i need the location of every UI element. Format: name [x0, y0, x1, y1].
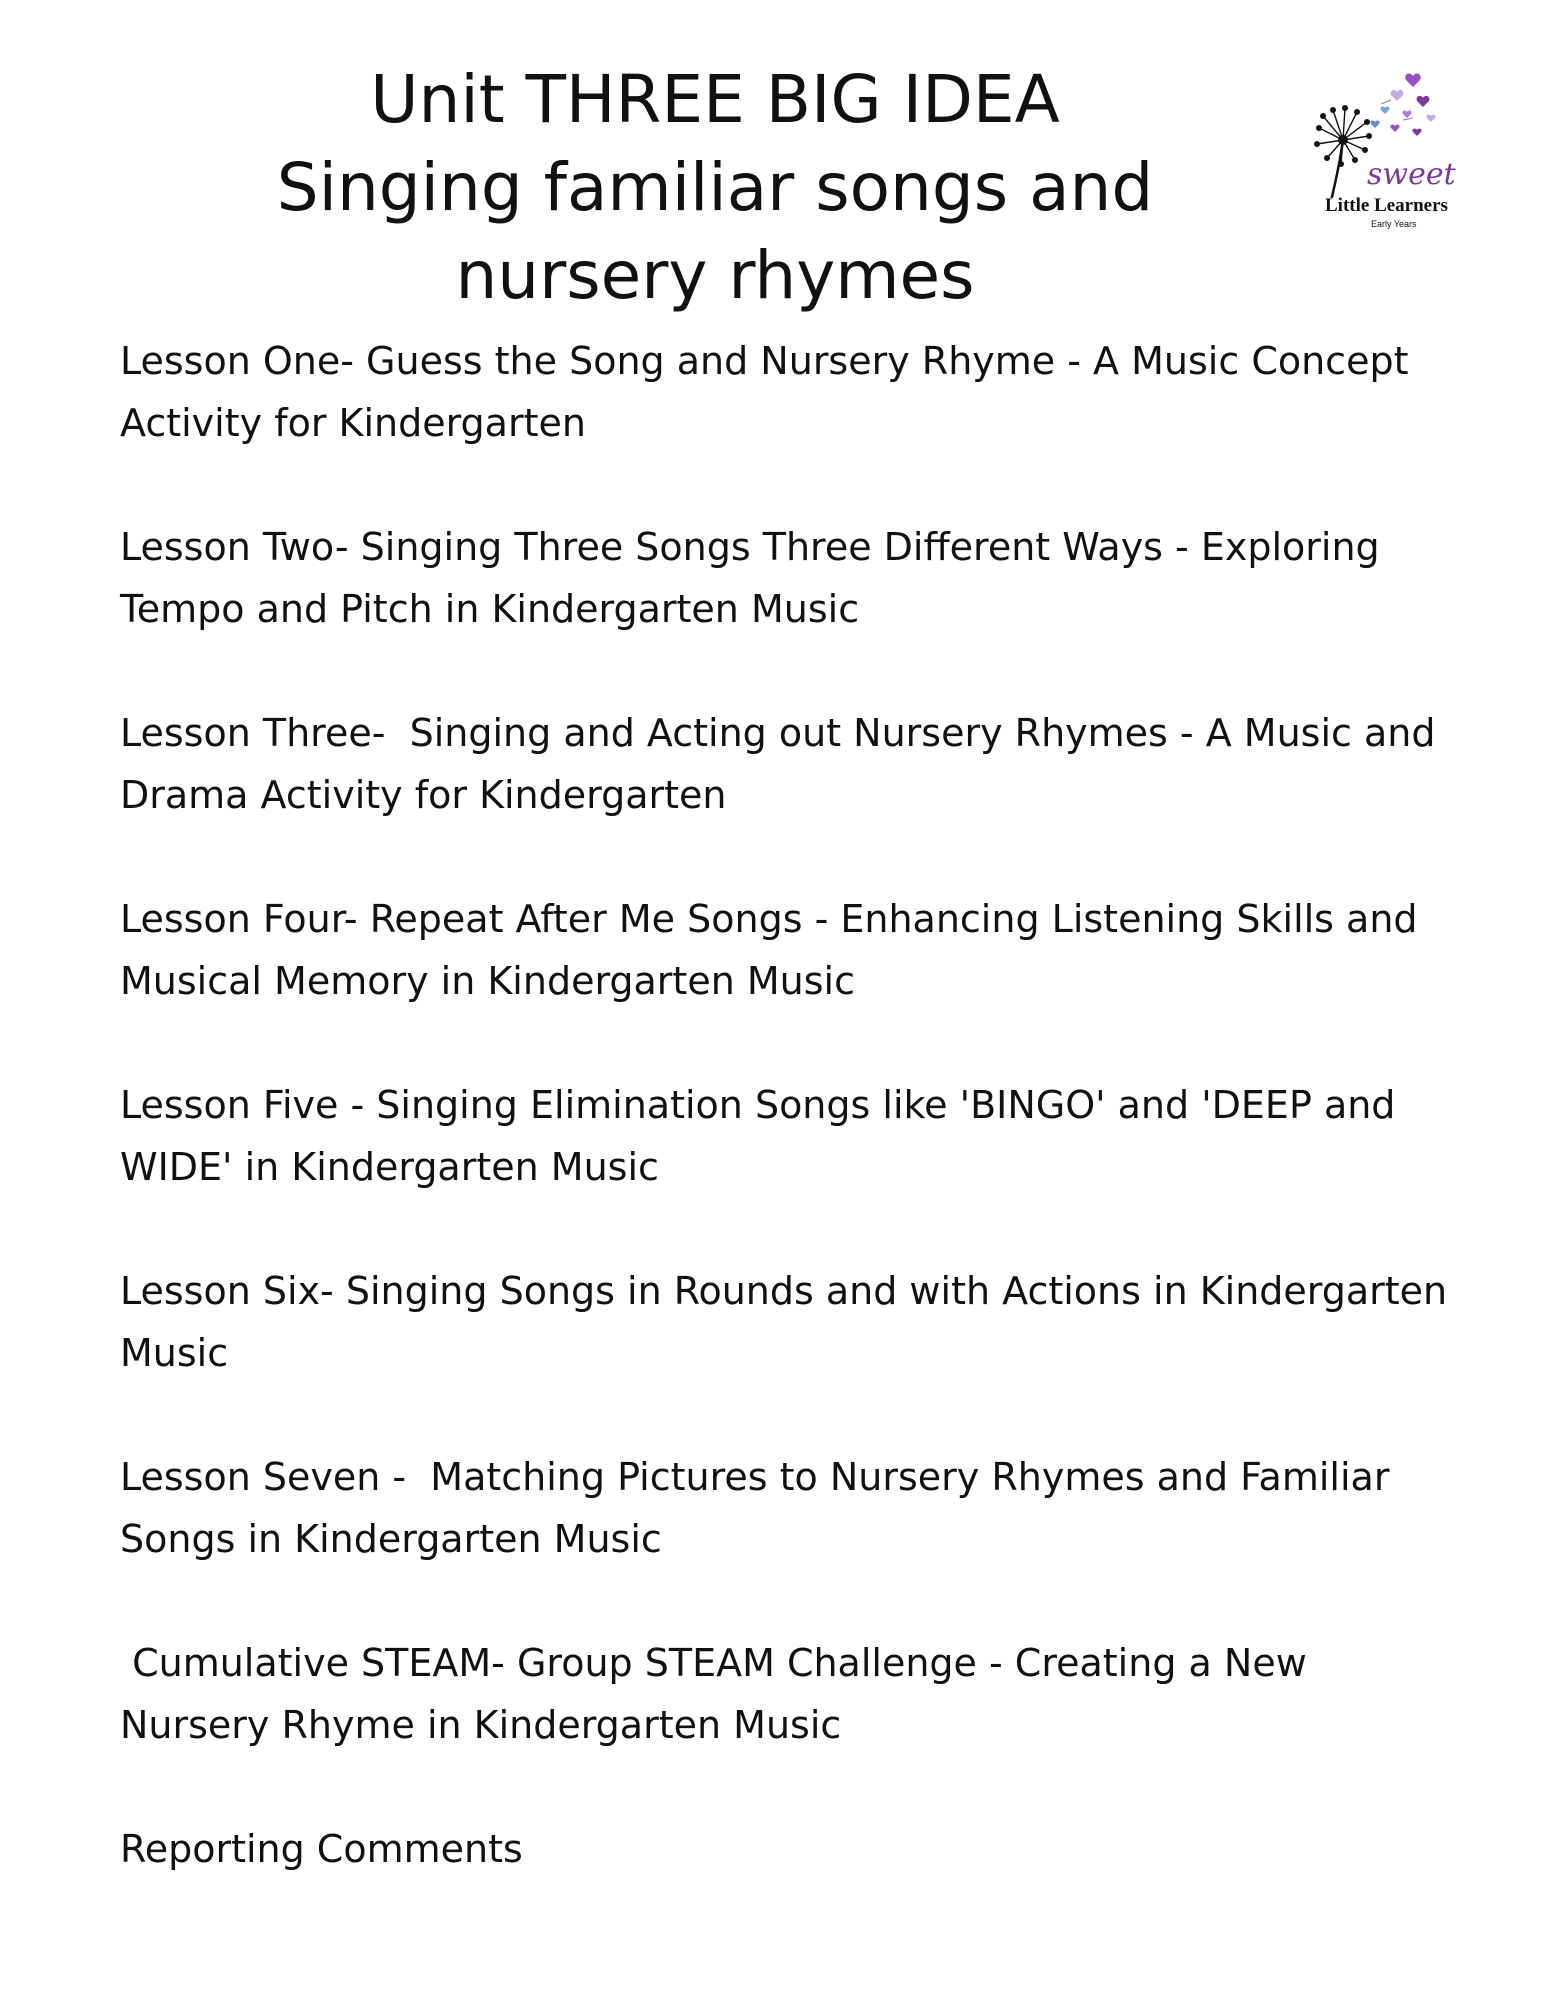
lesson-list [120, 330, 1460, 1818]
title-line-1: Unit THREE BIG IDEA [370, 61, 1060, 138]
lesson-one: Lesson One- Guess the Song and Nursery Rhyme - A Music Concept Activity for Kindergarten [120, 339, 1421, 445]
logo-word-early-years: Early Years [1371, 219, 1417, 229]
lesson-two: Lesson Two- Singing Three Songs Three Different Ways - Exploring Tempo and Pitch in Kindergarten Music [120, 525, 1392, 631]
lesson-cumulative-steam: Cumulative STEAM- Group STEAM Challenge - Creating a New Nursery Rhyme in Kindergarten Music [120, 1641, 1319, 1747]
title-line-3: nursery rhymes [455, 237, 975, 314]
lesson-four: Lesson Four- Repeat After Me Songs - Enhancing Listening Skills and Musical Memory in Kindergarten Music [120, 897, 1430, 1003]
lesson-seven: Lesson Seven - Matching Pictures to Nursery Rhymes and Familiar Songs in Kindergarten Music [120, 1455, 1402, 1561]
title-line-2: Singing familiar songs and [276, 149, 1154, 226]
sweet-little-learners-logo [1305, 68, 1456, 243]
logo-word-sweet: sweet [1367, 157, 1456, 192]
page-title [240, 56, 1190, 320]
reporting-comments: Reporting Comments [120, 1827, 523, 1871]
logo-word-little-learners: Little Learners [1325, 195, 1448, 216]
lesson-five: Lesson Five - Singing Elimination Songs like 'BINGO' and 'DEEP and WIDE' in Kindergarten Music [120, 1083, 1408, 1189]
lesson-three: Lesson Three- Singing and Acting out Nursery Rhymes - A Music and Drama Activity for Kindergarten [120, 711, 1448, 817]
lesson-six: Lesson Six- Singing Songs in Rounds and with Actions in Kindergarten Music [120, 1269, 1460, 1375]
